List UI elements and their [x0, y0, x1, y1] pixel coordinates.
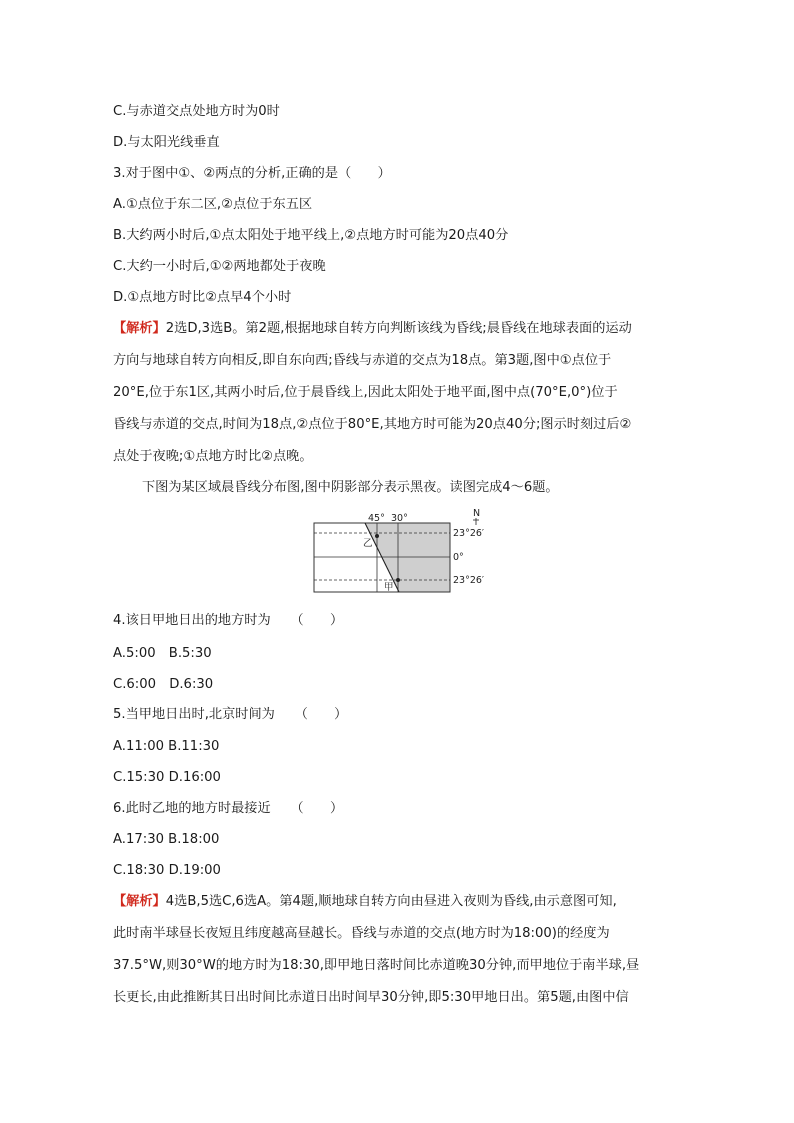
q2-option-c: C.与赤道交点处地方时为0时: [113, 104, 280, 119]
q3-stem: 3.对于图中①、②两点的分析,正确的是（ ）: [113, 166, 391, 181]
night-area: [365, 523, 450, 592]
lon-45-label: 45°: [368, 513, 385, 524]
analysis-1-line-2: 方向与地球自转方向相反,即自东向西;昏线与赤道的交点为18点。第3题,图中①点位于: [113, 353, 612, 368]
analysis-tag: 【解析】: [113, 321, 166, 336]
analysis-1-text: 2选D,3选B。第2题,根据地球自转方向判断该线为昏线;晨昏线在地球表面的运动: [165, 321, 632, 336]
point-jia-marker: [396, 578, 400, 582]
analysis-2-line-1: [113, 893, 617, 911]
point-yi-label: 乙: [363, 538, 373, 549]
figure-intro: 下图为某区域晨昏线分布图,图中阴影部分表示黑夜。读图完成4～6题。: [142, 480, 559, 495]
lon-30-label: 30°: [391, 513, 408, 524]
q4-stem: 4.该日甲地日出的地方时为 （ ）: [113, 613, 344, 628]
point-yi-marker: [375, 534, 379, 538]
analysis-2-text: 4选B,5选C,6选A。第4题,顺地球自转方向由昼进入夜则为昏线,由示意图可知,: [165, 894, 617, 909]
north-label: N: [473, 508, 481, 519]
analysis-2-line-4: 长更长,由此推断其日出时间比赤道日出时间早30分钟,即5:30甲地日出。第5题,由图中信: [113, 990, 629, 1005]
analysis-1-line-1: [113, 320, 632, 338]
q5-options-ab: A.11:00 B.11:30: [113, 739, 220, 754]
q2-option-d: D.与太阳光线垂直: [113, 135, 220, 150]
lat-eq-label: 0°: [453, 552, 464, 563]
q5-stem: 5.当甲地日出时,北京时间为 （ ）: [113, 707, 348, 722]
q5-options-cd: C.15:30 D.16:00: [113, 770, 221, 785]
analysis-1-line-3: 20°E,位于东1区,其两小时后,位于晨昏线上,因此太阳处于地平面,图中点(70°E,0°)位于: [113, 385, 618, 400]
analysis-tag: 【解析】: [113, 894, 166, 909]
point-jia-label: 甲: [384, 582, 394, 593]
q3-option-d: D.①点地方时比②点早4个小时: [113, 290, 292, 305]
lat-bottom-label: 23°26′: [453, 575, 485, 586]
terminator-figure: [300, 508, 500, 600]
q3-option-b: B.大约两小时后,①点太阳处于地平线上,②点地方时可能为20点40分: [113, 228, 509, 243]
q3-option-a: A.①点位于东二区,②点位于东五区: [113, 197, 313, 212]
q4-options-ab: A.5:00 B.5:30: [113, 646, 212, 661]
analysis-2-line-2: 此时南半球昼长夜短且纬度越高昼越长。昏线与赤道的交点(地方时为18:00)的经度为: [113, 926, 610, 941]
analysis-1-line-5: 点处于夜晚;①点地方时比②点晚。: [113, 449, 313, 464]
terminator-diagram: [300, 508, 500, 600]
q6-options-cd: C.18:30 D.19:00: [113, 863, 221, 878]
q3-option-c: C.大约一小时后,①②两地都处于夜晚: [113, 259, 326, 274]
analysis-2-line-3: 37.5°W,则30°W的地方时为18:30,即甲地日落时间比赤道晚30分钟,而甲地位于南半球,昼: [113, 958, 640, 973]
lat-top-label: 23°26′: [453, 528, 485, 539]
q4-options-cd: C.6:00 D.6:30: [113, 677, 214, 692]
q6-options-ab: A.17:30 B.18:00: [113, 832, 220, 847]
q6-stem: 6.此时乙地的地方时最接近 （ ）: [113, 801, 344, 816]
analysis-1-line-4: 昏线与赤道的交点,时间为18点,②点位于80°E,其地方时可能为20点40分;图示时刻过后②: [113, 417, 632, 432]
